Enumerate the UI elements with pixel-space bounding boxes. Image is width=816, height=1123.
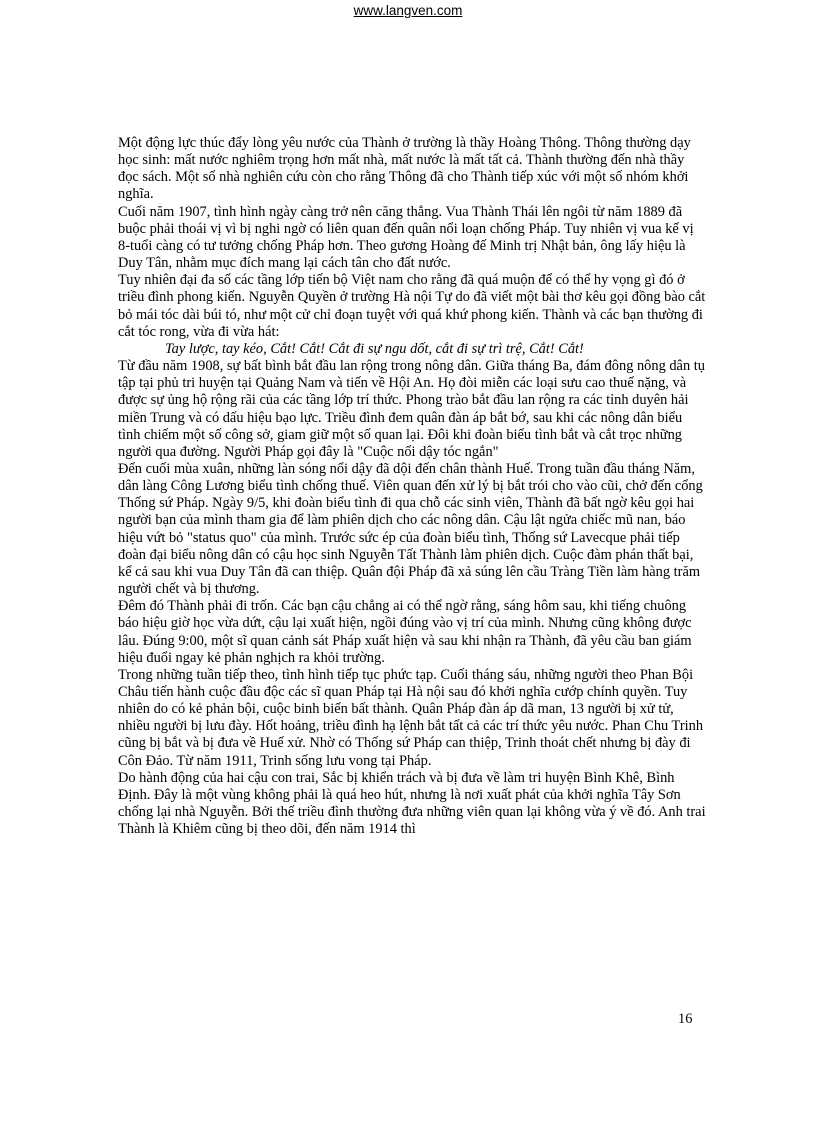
paragraph-3: Tuy nhiên đại đa số các tầng lớp tiến bộ Việt nam cho rằng đã quá muộn để có thể hy vọng gì đó ở triều đình phong kiến. Nguyễn Quyền ở trường Hà nội Tự do đã viết một bài thơ kêu gọi đồng bào cắt bỏ mái tóc dài búi tó, như một cử chỉ đoạn tuyệt với quá khứ phong kiến. Thành và các bạn thường đi cắt tóc rong, vừa đi vừa hát: bbox=[118, 272, 706, 340]
paragraph-8: Do hành động của hai cậu con trai, Sắc bị khiển trách và bị đưa về làm tri huyện Bình Khê, Bình Định. Đây là một vùng không phải là quá heo hút, nhưng là nơi xuất phát của khởi nghĩa Tây Sơn chống lại nhà Nguyễn. Bởi thế triều đình thường đưa những viên quan lại không vừa ý về đó. Anh trai Thành là Khiêm cũng bị theo dõi, đến năm 1914 thì bbox=[118, 769, 706, 838]
paragraph-6: Đêm đó Thành phải đi trốn. Các bạn cậu chẳng ai có thể ngờ rằng, sáng hôm sau, khi tiếng chuông báo hiệu giờ học vừa dứt, cậu lại xuất hiện, ngồi đúng vào vị trí của mình. Nhưng cũng không được lâu. Đúng 9:00, một sĩ quan cảnh sát Pháp xuất hiện và sau khi nhận ra Thành, đã yêu cầu ban giám hiệu đuổi ngay kẻ phản nghịch ra khỏi trường. bbox=[118, 598, 692, 666]
song-verse: Tay lược, tay kéo, Cắt! Cắt! Cắt đi sự ngu dốt, cắt đi sự trì trệ, Cắt! Cắt! bbox=[165, 340, 584, 357]
body-text bbox=[118, 135, 706, 838]
paragraph-4: Từ đầu năm 1908, sự bất bình bắt đầu lan rộng trong nông dân. Giữa tháng Ba, đám đông nông dân tụ tập tại phủ tri huyện tại Quảng Nam và tiến về Hội An. Họ đòi miễn các loại sưu cao thuế nặng, và được sự ủng hộ rộng rãi của các tầng lớp trí thức. Phong trào bắt đầu lan rộng ra các tỉnh duyên hải miền Trung và có dấu hiệu bạo lực. Triều đình đem quân đàn áp bắt bớ, sau khi các nông dân biểu tình chiếm một số công sở, giam giữ một số quan lại. Đôi khi đoàn biểu tình bắt và cắt trọc những người qua đường. Người Pháp gọi đây là "Cuộc nổi dậy tóc ngắn" bbox=[118, 358, 705, 460]
paragraph-7: Trong những tuần tiếp theo, tình hình tiếp tục phức tạp. Cuối tháng sáu, những người theo Phan Bội Châu tiến hành cuộc đầu độc các sĩ quan Pháp tại Hà nội sau đó khởi nghĩa cướp chính quyền. Tuy nhiên do có kẻ phản bội, cuộc binh biến bất thành. Quân Pháp đàn áp dã man, 13 người bị xử tử, nhiều người bị lưu đày. Hốt hoảng, triều đình hạ lệnh bắt tất cả các trí thức yêu nước. Phan Chu Trinh cũng bị bắt và bị đưa về Huế xử. Nhờ có Thống sứ Pháp can thiệp, Trinh thoát chết nhưng bị đày đi Côn Đảo. Từ năm 1911, Trinh sống lưu vong tại Pháp. bbox=[118, 666, 704, 769]
paragraph-2: Cuối năm 1907, tình hình ngày càng trở nên căng thẳng. Vua Thành Thái lên ngôi từ năm 1889 đã buộc phải thoái vị vì bị nghi ngờ có liên quan đến quân nổi loạn chống Pháp. Tuy nhiên vị vua kế vị 8-tuổi càng có tư tưởng chống Pháp hơn. Theo gương Hoàng đế Minh trị Nhật bản, ông lấy hiệu là Duy Tân, nhằm mục đích mang lại cách tân cho đất nước. bbox=[118, 203, 694, 272]
paragraph-1: Một động lực thúc đẩy lòng yêu nước của Thành ở trường là thầy Hoàng Thông. Thông thường dạy học sinh: mất nước nghiêm trọng hơn mất nhà, mất nước là mất tất cả. Thành thường đến nhà thầy đọc sách. Một số nhà nghiên cứu còn cho rằng Thông đã cho Thành tiếp xúc với một số nhóm khởi nghĩa. bbox=[118, 135, 691, 203]
paragraph-5: Đến cuối mùa xuân, những làn sóng nổi dậy đã dội đến chân thành Huế. Trong tuần đầu tháng Năm, dân làng Công Lương biểu tình chống thuế. Viên quan đến xử lý bị bắt trói cho vào cũi, chở đến cổng Thống sứ Pháp. Ngày 9/5, khi đoàn biểu tình đi qua chỗ các sinh viên, Thành đã bất ngờ kêu gọi hai người bạn của mình tham gia để làm phiên dịch cho các nông dân. Cậu lật ngửa chiếc mũ nan, báo hiệu vứt bỏ "status quo" của mình. Trước sức ép của đoàn biểu tình, Thống sứ Lavecque phải tiếp đoàn đại biểu nông dân có cậu học sinh Nguyễn Tất Thành làm phiên dịch. Cuộc đàm phán thất bại, kể cả sau khi vua Duy Tân đã can thiệp. Quân đội Pháp đã xả súng lên cầu Tràng Tiền làm hàng trăm người chết và bị thương. bbox=[118, 460, 703, 598]
header-url-link[interactable]: www.langven.com bbox=[353, 3, 463, 18]
page-number: 16 bbox=[678, 1011, 693, 1027]
